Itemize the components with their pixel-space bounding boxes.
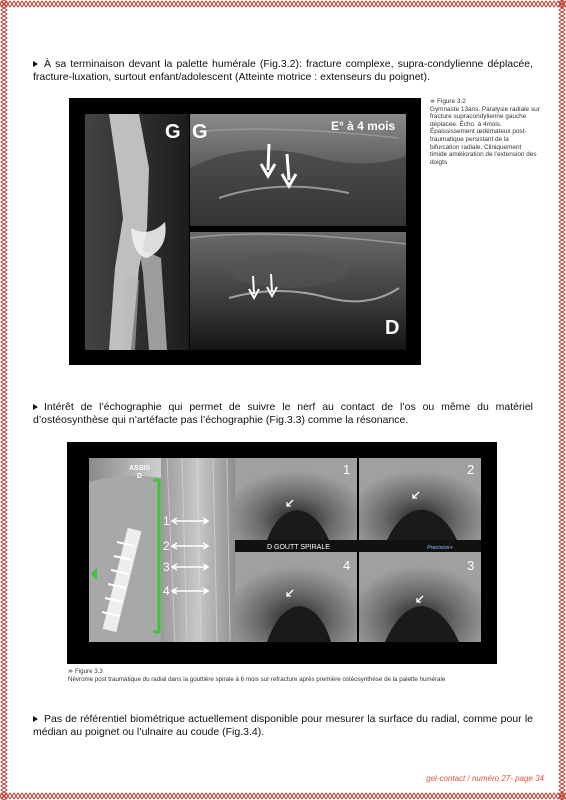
caption-text: Gymnaste 13ans. Paralysie radiale sur fracture supracondylienne gauche déplacée. Écho. à 4mois. Épaississement œdémateux post-traumatique persistant de la bifurcation radiale. Cliniquement timide amélioration de l’extension des doigts bbox=[430, 105, 540, 166]
panel-number-1: 1 bbox=[343, 462, 351, 477]
paragraph-text: Pas de référentiel biométrique actuellement disponible pour mesurer la surface du radial, comme pour le médian au poignet ou l’ulnaire au coude (Fig.3.4). bbox=[33, 713, 533, 738]
caption-marker-icon: ››› bbox=[68, 668, 72, 675]
level-label-2: 2 bbox=[163, 539, 170, 553]
level-label-4: 4 bbox=[163, 584, 170, 598]
cross-section-panel-3 bbox=[359, 552, 481, 642]
figure-3-3 bbox=[67, 442, 497, 664]
bullet-icon bbox=[33, 404, 38, 410]
figure-3-2-caption bbox=[430, 98, 540, 166]
xray-humerus-image bbox=[89, 458, 161, 642]
zigzag-border-right bbox=[558, 0, 566, 800]
caption-title: Figure 3.2 bbox=[437, 98, 466, 105]
paragraph-text: À sa terminaison devant la palette humérale (Fig.3.2): fracture complexe, supra-condylienne déplacée, fracture-luxation, surtout enfant/adolescent (Atteinte motrice : extenseurs du poignet). bbox=[33, 58, 533, 83]
xray-elbow-image bbox=[85, 114, 189, 350]
cross-section-panel-1 bbox=[235, 458, 357, 540]
ultrasound-strip-label: D GOUTT SPIRALE bbox=[267, 544, 330, 551]
zigzag-border-left bbox=[0, 0, 8, 800]
bullet-icon bbox=[33, 61, 38, 67]
panel-number-4: 4 bbox=[343, 558, 351, 573]
longitudinal-ultrasound-image bbox=[161, 458, 235, 642]
zigzag-border-top bbox=[0, 0, 566, 8]
figure-3-2 bbox=[69, 98, 421, 365]
panel-number-3: 3 bbox=[467, 558, 475, 573]
cross-section-panel-4 bbox=[235, 552, 357, 642]
ultrasound-strip-brand: Precision+ bbox=[427, 545, 453, 551]
paragraph-palette-humerale bbox=[33, 58, 533, 84]
level-label-3: 3 bbox=[163, 560, 170, 574]
xray-label: ASSIS D bbox=[129, 465, 151, 480]
level-label-1: 1 bbox=[163, 514, 170, 528]
caption-text: Névrome post traumatique du radial dans la gouttière spirale à 6 mois sur refracture après première ostéosynthèse de la palette humérale bbox=[68, 675, 446, 683]
ultrasound-bottom-side-label: D bbox=[385, 317, 400, 339]
caption-marker-icon: ››› bbox=[430, 98, 434, 105]
paragraph-echographie bbox=[33, 401, 533, 427]
cross-section-panel-2 bbox=[359, 458, 481, 540]
figure-3-3-caption bbox=[68, 668, 538, 683]
zigzag-border-bottom bbox=[0, 792, 566, 800]
ultrasound-top-side-label: G bbox=[192, 121, 208, 143]
panel-number-2: 2 bbox=[467, 462, 475, 477]
xray-side-label: G bbox=[165, 121, 181, 143]
page-footer: gel-contact / numéro 27- page 34 bbox=[426, 774, 544, 783]
bullet-icon bbox=[33, 716, 38, 722]
ultrasound-image-right bbox=[190, 232, 406, 350]
paragraph-text: Intérêt de l’échographie qui permet de suivre le nerf au contact de l’os ou même du matériel d’ostéosynthèse qui n’artéfacte pas l’échographie (Fig.3.3) comme la résonance. bbox=[33, 401, 533, 426]
caption-title: Figure 3.3 bbox=[75, 668, 103, 675]
ultrasound-top-delay-label: E° à 4 mois bbox=[331, 119, 396, 133]
paragraph-referentiel bbox=[33, 713, 533, 739]
